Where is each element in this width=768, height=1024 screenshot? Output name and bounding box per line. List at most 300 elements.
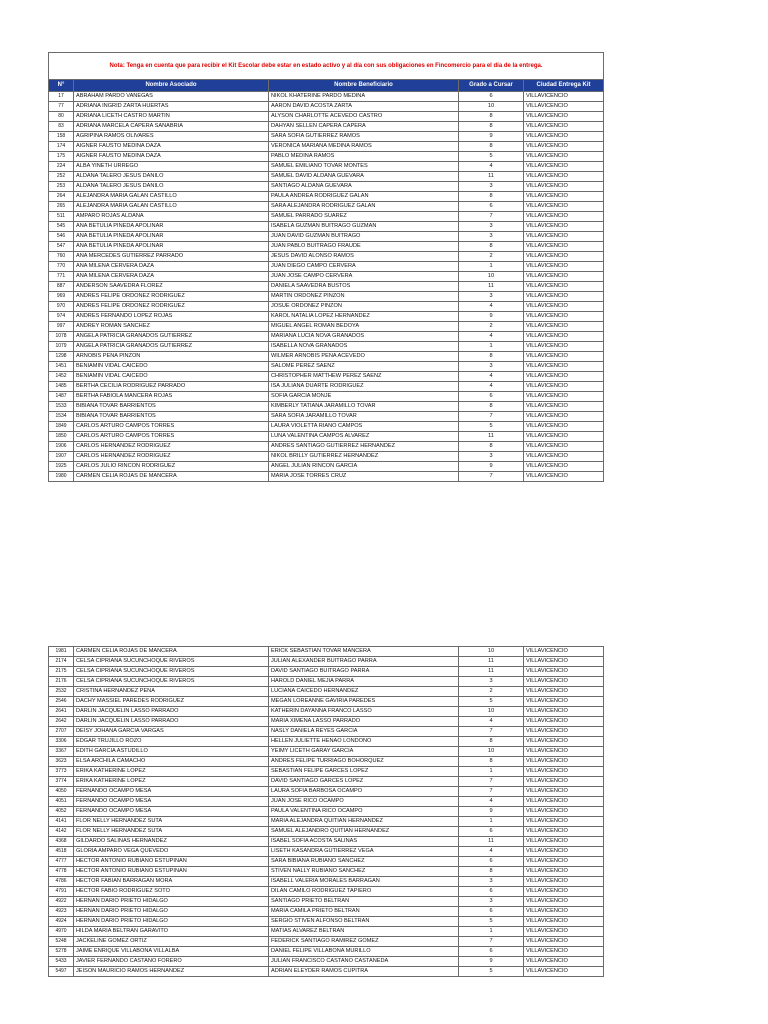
row-number: 4786	[49, 877, 74, 887]
delivery-city: VILLAVICENCIO	[524, 657, 604, 667]
grade: 3	[459, 452, 524, 462]
row-number: 887	[49, 282, 74, 292]
delivery-city: VILLAVICENCIO	[524, 887, 604, 897]
associate-name: ALDANA TALERO JESUS DANILO	[74, 172, 269, 182]
delivery-city: VILLAVICENCIO	[524, 717, 604, 727]
table-row	[49, 92, 604, 102]
grade: 10	[459, 707, 524, 717]
beneficiary-name: MARIANA LUCIA NOVA GRANADOS	[269, 332, 459, 342]
grade: 1	[459, 927, 524, 937]
row-number: 1849	[49, 422, 74, 432]
row-number: 3367	[49, 747, 74, 757]
table-row	[49, 877, 604, 887]
beneficiary-name: DILAN CAMILO RODRIGUEZ TAPIERO	[269, 887, 459, 897]
grade: 6	[459, 907, 524, 917]
grade: 8	[459, 112, 524, 122]
row-number: 3774	[49, 777, 74, 787]
table-row	[49, 442, 604, 452]
row-number: 2532	[49, 687, 74, 697]
beneficiary-name: JESUS DAVID ALONSO RAMOS	[269, 252, 459, 262]
associate-name: AGRIPINA RAMOS OLIVARES	[74, 132, 269, 142]
beneficiary-name: NIKOL BRILLY GUTIERREZ HERNANDEZ	[269, 452, 459, 462]
associate-name: ANDREY ROMAN SANCHEZ	[74, 322, 269, 332]
delivery-city: VILLAVICENCIO	[524, 332, 604, 342]
row-number: 4791	[49, 887, 74, 897]
beneficiary-name: MARIA JOSE TORRES CRUZ	[269, 472, 459, 482]
delivery-city: VILLAVICENCIO	[524, 102, 604, 112]
delivery-city: VILLAVICENCIO	[524, 172, 604, 182]
delivery-city: VILLAVICENCIO	[524, 837, 604, 847]
table-row	[49, 452, 604, 462]
grade: 4	[459, 382, 524, 392]
delivery-city: VILLAVICENCIO	[524, 192, 604, 202]
grade: 6	[459, 857, 524, 867]
table-row	[49, 282, 604, 292]
beneficiary-name: NIKOL KHATERINE PARDO MEDINA	[269, 92, 459, 102]
table-row	[49, 667, 604, 677]
delivery-city: VILLAVICENCIO	[524, 372, 604, 382]
beneficiary-name: SOFIA GARCIA MONJE	[269, 392, 459, 402]
row-number: 1534	[49, 412, 74, 422]
delivery-city: VILLAVICENCIO	[524, 857, 604, 867]
row-number: 2175	[49, 667, 74, 677]
row-number: 4518	[49, 847, 74, 857]
row-number: 1451	[49, 362, 74, 372]
row-number: 4368	[49, 837, 74, 847]
associate-name: FERNANDO OCAMPO MESA	[74, 787, 269, 797]
beneficiary-name: PAULA ANDREA RODRIGUEZ GALAN	[269, 192, 459, 202]
row-number: 5497	[49, 967, 74, 977]
row-number: 4924	[49, 917, 74, 927]
row-number: 1079	[49, 342, 74, 352]
grade: 2	[459, 322, 524, 332]
table-row	[49, 707, 604, 717]
col-header-associate: Nombre Asociado	[74, 80, 269, 92]
associate-name: GLORIA AMPARO VEGA QUEVEDO	[74, 847, 269, 857]
eligibility-note: Nota: Tenga en cuenta que para recibir el Kit Escolar debe estar en estado activo y al día con sus obligaciones en Fincomercio para el día de la entrega.	[49, 53, 604, 80]
grade: 7	[459, 787, 524, 797]
table-row	[49, 252, 604, 262]
beneficiary-name: FEDERICK SANTIAGO RAMIREZ GOMEZ	[269, 937, 459, 947]
row-number: 4142	[49, 827, 74, 837]
delivery-city: VILLAVICENCIO	[524, 907, 604, 917]
associate-name: FERNANDO OCAMPO MESA	[74, 797, 269, 807]
grade: 3	[459, 182, 524, 192]
row-number: 4922	[49, 897, 74, 907]
delivery-city: VILLAVICENCIO	[524, 232, 604, 242]
beneficiary-name: MARIA ALEJANDRA QUITIAN HERNANDEZ	[269, 817, 459, 827]
beneficiary-name: KATHERIN DAYANNA FRANCO LASSO	[269, 707, 459, 717]
grade: 1	[459, 817, 524, 827]
associate-name: AIGNER FAUSTO MEDINA DAZA	[74, 142, 269, 152]
header-row	[49, 80, 604, 92]
table-row	[49, 312, 604, 322]
delivery-city: VILLAVICENCIO	[524, 422, 604, 432]
delivery-city: VILLAVICENCIO	[524, 442, 604, 452]
row-number: 970	[49, 302, 74, 312]
associate-name: DEISY JOHANA GARCIA VARGAS	[74, 727, 269, 737]
delivery-city: VILLAVICENCIO	[524, 202, 604, 212]
beneficiary-name: JUAN PABLO BUITRAGO FRAUDE	[269, 242, 459, 252]
beneficiary-name: JUAN JOSE CAMPO CERVERA	[269, 272, 459, 282]
table-row	[49, 807, 604, 817]
beneficiary-name: JULIAN ALEXANDER BUITRAGO PARRA	[269, 657, 459, 667]
associate-name: ADRIANA LICETH CASTRO MARTIN	[74, 112, 269, 122]
delivery-city: VILLAVICENCIO	[524, 222, 604, 232]
row-number: 760	[49, 252, 74, 262]
grade: 4	[459, 332, 524, 342]
row-number: 1533	[49, 402, 74, 412]
row-number: 545	[49, 222, 74, 232]
beneficiary-name: HAROLD DANIEL MEJIA PARRA	[269, 677, 459, 687]
row-number: 3773	[49, 767, 74, 777]
associate-name: ANDRES FERNANDO LOPEZ ROJAS	[74, 312, 269, 322]
grade: 6	[459, 202, 524, 212]
grade: 3	[459, 897, 524, 907]
row-number: 1906	[49, 442, 74, 452]
table-row	[49, 747, 604, 757]
grade: 7	[459, 212, 524, 222]
delivery-city: VILLAVICENCIO	[524, 472, 604, 482]
row-number: 4050	[49, 787, 74, 797]
beneficiary-name: ANDRES FELIPE TURRIAGO BOHORQUEZ	[269, 757, 459, 767]
delivery-city: VILLAVICENCIO	[524, 412, 604, 422]
delivery-city: VILLAVICENCIO	[524, 272, 604, 282]
table-row	[49, 927, 604, 937]
table-row	[49, 697, 604, 707]
row-number: 174	[49, 142, 74, 152]
row-number: 1298	[49, 352, 74, 362]
beneficiary-name: MARIA CAMILA PRIETO BELTRAN	[269, 907, 459, 917]
associate-name: ALDANA TALERO JESUS DANILO	[74, 182, 269, 192]
associate-name: JAVIER FERNANDO CASTANO FORERO	[74, 957, 269, 967]
col-header-grade: Grado a Cursar	[459, 80, 524, 92]
beneficiary-name: DANIELA SAAVEDRA BUSTOS	[269, 282, 459, 292]
associate-name: ANDERSON SAAVEDRA FLOREZ	[74, 282, 269, 292]
associate-name: HERNAN DARIO PRIETO HIDALGO	[74, 917, 269, 927]
grade: 3	[459, 292, 524, 302]
beneficiary-name: SAMUEL PARRADO SUAREZ	[269, 212, 459, 222]
row-number: 5433	[49, 957, 74, 967]
table-row	[49, 132, 604, 142]
associate-name: ANGELA PATRICIA GRANADOS GUTIERREZ	[74, 342, 269, 352]
grade: 7	[459, 727, 524, 737]
row-number: 80	[49, 112, 74, 122]
delivery-city: VILLAVICENCIO	[524, 947, 604, 957]
grade: 4	[459, 847, 524, 857]
table-row	[49, 657, 604, 667]
table-row	[49, 857, 604, 867]
row-number: 5278	[49, 947, 74, 957]
row-number: 265	[49, 202, 74, 212]
grade: 11	[459, 432, 524, 442]
beneficiary-name: JUAN DAVID GUZMAN BUITRAGO	[269, 232, 459, 242]
table-row	[49, 472, 604, 482]
associate-name: AIGNER FAUSTO MEDINA DAZA	[74, 152, 269, 162]
table-row	[49, 867, 604, 877]
associate-name: ANDRES FELIPE ORDONEZ RODRIGUEZ	[74, 302, 269, 312]
grade: 8	[459, 757, 524, 767]
grade: 8	[459, 192, 524, 202]
delivery-city: VILLAVICENCIO	[524, 292, 604, 302]
associate-name: HERNAN DARIO PRIETO HIDALGO	[74, 897, 269, 907]
associate-name: CELSA CIPRIANA SUCUNCHOQUE RIVEROS	[74, 657, 269, 667]
grade: 5	[459, 917, 524, 927]
beneficiary-name: SARA SOFIA GUTIERREZ RAMOS	[269, 132, 459, 142]
associate-name: BERTHA FABIOLA MANCERA ROJAS	[74, 392, 269, 402]
delivery-city: VILLAVICENCIO	[524, 402, 604, 412]
beneficiary-name: LAURA VIOLETTA RIANO CAMPOS	[269, 422, 459, 432]
delivery-city: VILLAVICENCIO	[524, 847, 604, 857]
row-number: 4051	[49, 797, 74, 807]
associate-name: BENIAMIN VIDAL CAICEDO	[74, 362, 269, 372]
table-row	[49, 817, 604, 827]
grade: 6	[459, 827, 524, 837]
grade: 6	[459, 887, 524, 897]
delivery-city: VILLAVICENCIO	[524, 182, 604, 192]
associate-name: CELSA CIPRIANA SUCUNCHOQUE RIVEROS	[74, 667, 269, 677]
grade: 5	[459, 422, 524, 432]
delivery-city: VILLAVICENCIO	[524, 92, 604, 102]
associate-name: CARLOS ARTURO CAMPOS TORRES	[74, 422, 269, 432]
delivery-city: VILLAVICENCIO	[524, 937, 604, 947]
beneficiary-name: SANTIAGO ALDANA GUEVARA	[269, 182, 459, 192]
grade: 7	[459, 472, 524, 482]
table-row	[49, 797, 604, 807]
delivery-city: VILLAVICENCIO	[524, 112, 604, 122]
grade: 3	[459, 222, 524, 232]
beneficiary-name: LUCIANA CAICEDO HERNANDEZ	[269, 687, 459, 697]
table-row	[49, 917, 604, 927]
associate-name: EDGAR TRUJILLO ROZO	[74, 737, 269, 747]
table-row	[49, 717, 604, 727]
table-row	[49, 192, 604, 202]
table-row	[49, 212, 604, 222]
table-row	[49, 342, 604, 352]
col-header-beneficiary: Nombre Beneficiario	[269, 80, 459, 92]
row-number: 3306	[49, 737, 74, 747]
row-number: 969	[49, 292, 74, 302]
grade: 9	[459, 807, 524, 817]
table-row	[49, 937, 604, 947]
beneficiary-name: SEBASTIAN FELIPE GARCES LOPEZ	[269, 767, 459, 777]
grade: 5	[459, 967, 524, 977]
row-number: 547	[49, 242, 74, 252]
associate-name: ANA BETULIA PINEDA APOLINAR	[74, 242, 269, 252]
delivery-city: VILLAVICENCIO	[524, 302, 604, 312]
beneficiary-name: SARA BIBIANA RUBIANO SANCHEZ	[269, 857, 459, 867]
delivery-city: VILLAVICENCIO	[524, 392, 604, 402]
row-number: 1487	[49, 392, 74, 402]
table-row	[49, 847, 604, 857]
beneficiary-name: KAROL NATALIA LOPEZ HERNANDEZ	[269, 312, 459, 322]
delivery-city: VILLAVICENCIO	[524, 152, 604, 162]
table-row	[49, 242, 604, 252]
grade: 6	[459, 392, 524, 402]
grade: 8	[459, 442, 524, 452]
beneficiary-name: SALOME PEREZ SAENZ	[269, 362, 459, 372]
table-row	[49, 272, 604, 282]
associate-name: ANA MERCEDES GUTIERREZ PARRADO	[74, 252, 269, 262]
beneficiary-name: SAMUEL DAVID ALDANA GUEVARA	[269, 172, 459, 182]
delivery-city: VILLAVICENCIO	[524, 362, 604, 372]
grade: 4	[459, 162, 524, 172]
associate-name: ALBA YINETH URREGO	[74, 162, 269, 172]
associate-name: CELSA CIPRIANA SUCUNCHOQUE RIVEROS	[74, 677, 269, 687]
row-number: 2641	[49, 707, 74, 717]
associate-name: ELSA ARCHILA CAMACHO	[74, 757, 269, 767]
table-row	[49, 302, 604, 312]
beneficiary-name: ISABELLA NOVA GRANADOS	[269, 342, 459, 352]
associate-name: CARLOS HERNANDEZ RODRIGUEZ	[74, 442, 269, 452]
associate-name: DARLIN JACQUELIN LASSO PARRADO	[74, 717, 269, 727]
delivery-city: VILLAVICENCIO	[524, 132, 604, 142]
table-row	[49, 322, 604, 332]
associate-name: JEISON MAURICIO RAMOS HERNANDEZ	[74, 967, 269, 977]
row-number: 770	[49, 262, 74, 272]
table-row	[49, 897, 604, 907]
beneficiaries-table-page-2	[48, 646, 604, 977]
grade: 7	[459, 412, 524, 422]
grade: 8	[459, 122, 524, 132]
beneficiary-name: MEGAN LOREANNE GAVIRIA PAREDES	[269, 697, 459, 707]
beneficiary-name: DAHYAN SELLEN CAPERA CAPERA	[269, 122, 459, 132]
grade: 10	[459, 747, 524, 757]
associate-name: CRISTINA HERNANDEZ PENA	[74, 687, 269, 697]
associate-name: AMPARO ROJAS ALDANA	[74, 212, 269, 222]
beneficiary-name: VERONICA MARIANA MEDINA RAMOS	[269, 142, 459, 152]
table-row	[49, 102, 604, 112]
row-number: 77	[49, 102, 74, 112]
grade: 8	[459, 142, 524, 152]
associate-name: HECTOR FABIAN BARRAGAN MORA	[74, 877, 269, 887]
row-number: 1981	[49, 647, 74, 657]
beneficiary-name: YEIMY LICETH GARAY GARCIA	[269, 747, 459, 757]
row-number: 17	[49, 92, 74, 102]
delivery-city: VILLAVICENCIO	[524, 352, 604, 362]
beneficiary-name: PAULA VALENTINA RICO OCAMPO	[269, 807, 459, 817]
row-number: 158	[49, 132, 74, 142]
beneficiary-name: ANDRES SANTIAGO GUTIERREZ HERNANDEZ	[269, 442, 459, 452]
grade: 8	[459, 242, 524, 252]
table-row	[49, 887, 604, 897]
table-row	[49, 677, 604, 687]
associate-name: CARMEN CELIA ROJAS DE MANCERA	[74, 647, 269, 657]
associate-name: ANA MILENA CERVERA DAZA	[74, 262, 269, 272]
table-row	[49, 162, 604, 172]
table-row	[49, 392, 604, 402]
delivery-city: VILLAVICENCIO	[524, 787, 604, 797]
beneficiary-name: SAMUEL EMILIANO TOVAR MONTES	[269, 162, 459, 172]
table-row	[49, 422, 604, 432]
row-number: 1452	[49, 372, 74, 382]
table-row	[49, 777, 604, 787]
delivery-city: VILLAVICENCIO	[524, 747, 604, 757]
row-number: 4052	[49, 807, 74, 817]
table-row	[49, 202, 604, 212]
grade: 4	[459, 372, 524, 382]
beneficiary-name: MARTIN ORDONEZ PINZON	[269, 292, 459, 302]
beneficiary-name: MATIAS ALVAREZ BELTRAN	[269, 927, 459, 937]
table-row	[49, 402, 604, 412]
associate-name: ANA MILENA CERVERA DAZA	[74, 272, 269, 282]
delivery-city: VILLAVICENCIO	[524, 382, 604, 392]
associate-name: ARNOBIS PENA PINZON	[74, 352, 269, 362]
table-row	[49, 947, 604, 957]
table-row	[49, 172, 604, 182]
row-number: 1907	[49, 452, 74, 462]
row-number: 175	[49, 152, 74, 162]
table-row	[49, 182, 604, 192]
grade: 9	[459, 132, 524, 142]
beneficiary-name: CHRISTOPHER MATTHEW PEREZ SAENZ	[269, 372, 459, 382]
table-row	[49, 352, 604, 362]
beneficiary-name: LISETH KASANDRA GUTIERREZ VEGA	[269, 847, 459, 857]
table-row	[49, 957, 604, 967]
beneficiary-name: ERICK SEBASTIAN TOVAR MANCERA	[269, 647, 459, 657]
row-number: 5248	[49, 937, 74, 947]
associate-name: ANA BETULIA PINEDA APOLINAR	[74, 232, 269, 242]
grade: 1	[459, 767, 524, 777]
associate-name: FERNANDO OCAMPO MESA	[74, 807, 269, 817]
table-row	[49, 292, 604, 302]
beneficiary-name: AARON DAVID ACOSTA ZARTA	[269, 102, 459, 112]
beneficiary-name: STIVEN NALLY RUBIANO SANCHEZ	[269, 867, 459, 877]
associate-name: ERIKA KATHERINE LOPEZ	[74, 777, 269, 787]
beneficiary-name: ISABELL VALERIA MORALES BARRAGAN	[269, 877, 459, 887]
associate-name: CARMEN CELIA ROJAS DE MANCERA	[74, 472, 269, 482]
beneficiary-name: JOSUE ORDONEZ PINZON	[269, 302, 459, 312]
beneficiary-name: SARA ALEJANDRA RODRIGUEZ GALAN	[269, 202, 459, 212]
grade: 3	[459, 677, 524, 687]
row-number: 224	[49, 162, 74, 172]
grade: 9	[459, 462, 524, 472]
grade: 10	[459, 272, 524, 282]
row-number: 3623	[49, 757, 74, 767]
grade: 4	[459, 797, 524, 807]
delivery-city: VILLAVICENCIO	[524, 252, 604, 262]
beneficiary-name: HELLEN JULIETTE HENAO LONDONO	[269, 737, 459, 747]
associate-name: FLOR NELLY HERNANDEZ SUTA	[74, 817, 269, 827]
delivery-city: VILLAVICENCIO	[524, 867, 604, 877]
delivery-city: VILLAVICENCIO	[524, 142, 604, 152]
delivery-city: VILLAVICENCIO	[524, 967, 604, 977]
delivery-city: VILLAVICENCIO	[524, 242, 604, 252]
associate-name: BENIAMIN VIDAL CAICEDO	[74, 372, 269, 382]
row-number: 83	[49, 122, 74, 132]
table-row	[49, 122, 604, 132]
delivery-city: VILLAVICENCIO	[524, 667, 604, 677]
delivery-city: VILLAVICENCIO	[524, 162, 604, 172]
row-number: 4777	[49, 857, 74, 867]
delivery-city: VILLAVICENCIO	[524, 917, 604, 927]
beneficiary-name: ISA JULIANA DUARTE RODRIGUEZ	[269, 382, 459, 392]
table-row	[49, 727, 604, 737]
row-number: 1980	[49, 472, 74, 482]
beneficiary-name: JUAN DIEGO CAMPO CERVERA	[269, 262, 459, 272]
beneficiary-name: KIMBERLY TATIANA JARAMILLO TOVAR	[269, 402, 459, 412]
table-row	[49, 737, 604, 747]
beneficiary-name: SERGIO STIVEN ALFONSO BELTRAN	[269, 917, 459, 927]
associate-name: CARLOS HERNANDEZ RODRIGUEZ	[74, 452, 269, 462]
delivery-city: VILLAVICENCIO	[524, 677, 604, 687]
table-row	[49, 787, 604, 797]
associate-name: ERIKA KATHERINE LOPEZ	[74, 767, 269, 777]
delivery-city: VILLAVICENCIO	[524, 322, 604, 332]
beneficiary-name: ADRIAN ELEYDER RAMOS CUPITRA	[269, 967, 459, 977]
delivery-city: VILLAVICENCIO	[524, 262, 604, 272]
beneficiary-name: ALYSON CHARLOTTE ACEVEDO CASTRO	[269, 112, 459, 122]
